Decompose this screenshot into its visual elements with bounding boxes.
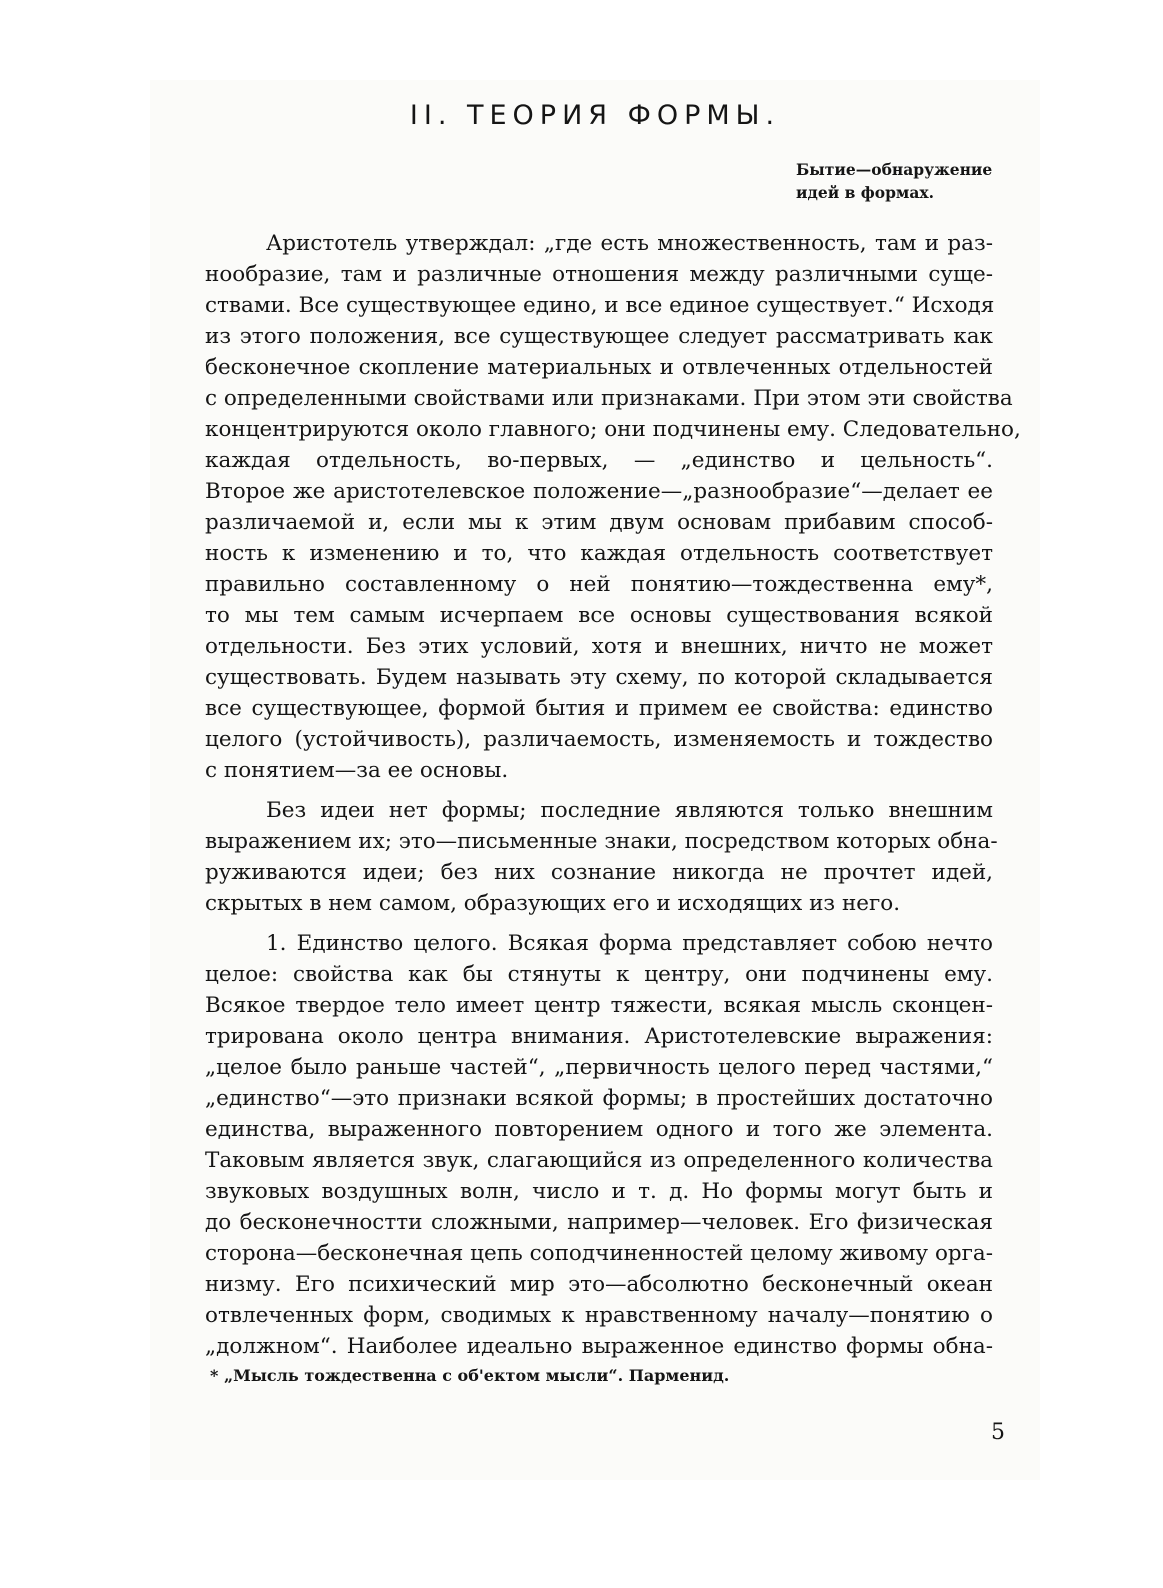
text-line: все существующее, формой бытия и примем ее свойства: единство: [205, 696, 993, 721]
text-line: каждая отдельность, во-первых, — „единство и цельность“.: [205, 448, 993, 473]
text-line: с понятием—за ее основы.: [205, 758, 509, 783]
text-line: целого (устойчивость), различаемость, изменяемость и тождество: [205, 727, 993, 752]
text-line: звуковых воздушных волн, число и т. д. Но формы могут быть и: [205, 1179, 993, 1204]
text-line: то мы тем самым исчерпаем все основы существования всякой: [205, 603, 993, 628]
text-line: единства, выраженного повторением одного и того же элемента.: [205, 1117, 993, 1142]
text-line: Аристотель утверждал: „где есть множественность, там и раз-: [266, 231, 993, 256]
text-line: ствами. Все существующее едино, и все единое существует.“ Исходя: [205, 293, 995, 318]
page-number: 5: [991, 1420, 1005, 1445]
text-line: 1. Единство целого. Всякая форма представляет собою нечто: [266, 931, 993, 956]
text-line: руживаются идеи; без них сознание никогда не прочтет идей,: [205, 860, 993, 885]
epigraph-line: Бытие—обнаружение: [796, 160, 993, 179]
text-line: из этого положения, все существующее следует рассматривать как: [205, 324, 993, 349]
text-line: „единство“—это признаки всякой формы; в простейших достаточно: [205, 1086, 993, 1111]
text-line: различаемой и, если мы к этим двум основам прибавим способ-: [205, 510, 993, 535]
text-line: выражением их; это—письменные знаки, посредством которых обна-: [205, 829, 998, 854]
text-line: „должном“. Наиболее идеально выраженное единство формы обна-: [205, 1334, 993, 1359]
epigraph: [796, 158, 1006, 204]
chapter-title: II. ТЕОРИЯ ФОРМЫ.: [409, 100, 781, 131]
text-line: сторона—бесконечная цепь соподчиненностей целому живому орга-: [205, 1241, 993, 1266]
text-line: Таковым является звук, слагающийся из определенного количества: [205, 1148, 993, 1173]
text-line: правильно составленному о ней понятию—тождественна ему*,: [205, 572, 993, 597]
text-line: целое: свойства как бы стянуты к центру, они подчинены ему.: [205, 962, 993, 987]
footnote: * „Мысль тождественна с об'ектом мысли“. Парменид.: [210, 1366, 730, 1385]
text-line: отвлеченных форм, сводимых к нравственному началу—понятию о: [205, 1303, 993, 1328]
text-line: отдельности. Без этих условий, хотя и внешних, ничто не может: [205, 634, 993, 659]
text-line: концентрируются около главного; они подчинены ему. Следовательно,: [205, 417, 1021, 442]
text-line: скрытых в нем самом, образующих его и исходящих из него.: [205, 891, 901, 916]
text-line: нообразие, там и различные отношения между различными суще-: [205, 262, 993, 287]
text-line: с определенными свойствами или признаками. При этом эти свойства: [205, 386, 1013, 411]
text-line: трирована около центра внимания. Аристотелевские выражения:: [205, 1024, 993, 1049]
text-line: до бесконечностти сложными, например—человек. Его физическая: [205, 1210, 993, 1235]
text-line: существовать. Будем называть эту схему, по которой складывается: [205, 665, 993, 690]
text-line: низму. Его психический мир это—абсолютно бесконечный океан: [205, 1272, 993, 1297]
text-line: Второе же аристотелевское положение—„разнообразие“—делает ее: [205, 479, 993, 504]
text-line: бесконечное скопление материальных и отвлеченных отдельностей: [205, 355, 993, 380]
text-line: ность к изменению и то, что каждая отдельность соответствует: [205, 541, 993, 566]
epigraph-line: идей в формах.: [796, 183, 935, 202]
text-line: Всякое твердое тело имеет центр тяжести, всякая мысль сконцен-: [205, 993, 993, 1018]
text-line: „целое было раньше частей“, „первичность целого перед частями,“: [205, 1055, 993, 1080]
text-line: Без идеи нет формы; последние являются только внешним: [266, 798, 993, 823]
